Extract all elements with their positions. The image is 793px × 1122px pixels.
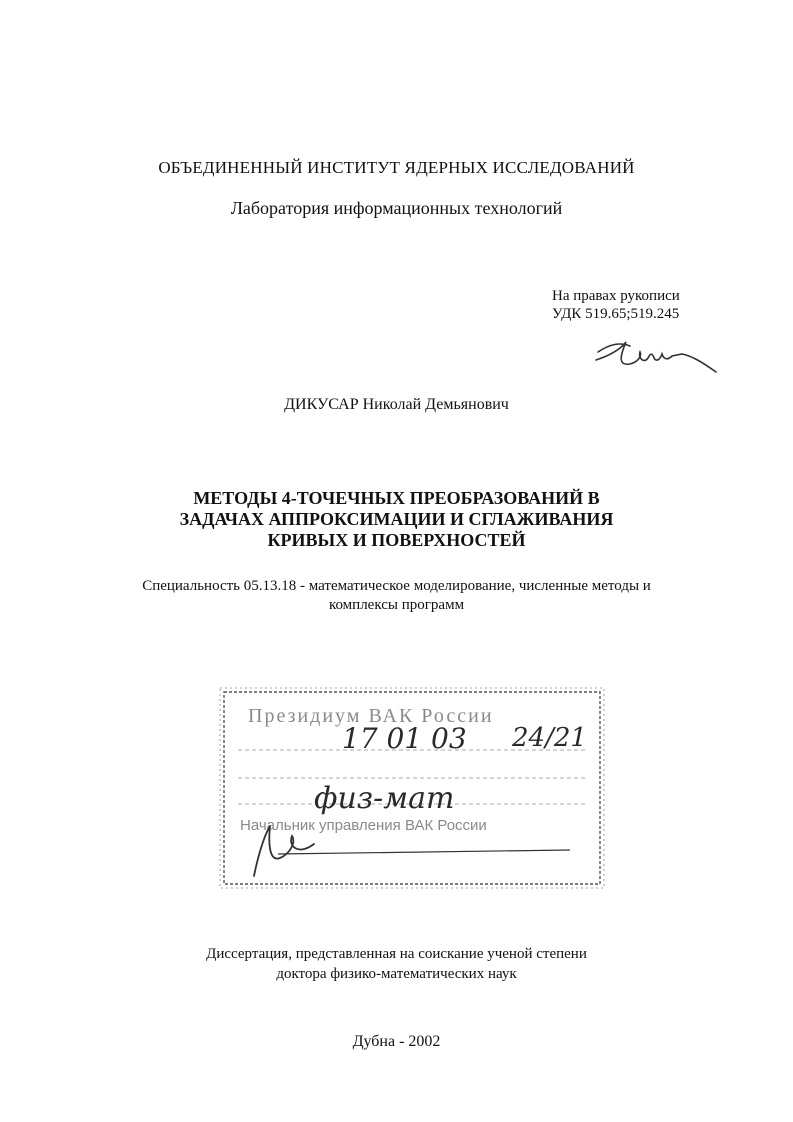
vak-stamp [218,686,606,892]
stamp-printed-line: Президиум ВАК России [248,705,494,727]
manuscript-rights-block [552,287,680,323]
specialty-line: Специальность 05.13.18 - математическое моделирование, численные методы и [142,578,651,594]
thesis-statement-line: Диссертация, представленная на соискание ученой степени [206,946,587,962]
udc-code: УДК 519.65;519.245 [552,306,680,322]
stamp-printed-line: Начальник управления ВАК России [240,817,487,834]
specialty-block [0,577,793,615]
laboratory-name: Лаборатория информационных технологий [230,198,563,218]
thesis-title [0,488,793,551]
thesis-title-line: ЗАДАЧАХ АППРОКСИМАЦИИ И СГЛАЖИВАНИЯ [179,509,614,529]
stamp-handwritten-field: физ-мат [314,781,455,816]
thesis-statement-line: доктора физико-математических наук [276,966,517,982]
stamp-handwritten-date: 17 01 03 [342,722,467,755]
stamp-handwritten-number: 24/21 [512,723,587,753]
thesis-title-line: МЕТОДЫ 4-ТОЧЕЧНЫХ ПРЕОБРАЗОВАНИЙ В [193,488,600,508]
author-name: ДИКУСАР Николай Демьянович [284,396,509,413]
institute-name: ОБЪЕДИНЕННЫЙ ИНСТИТУТ ЯДЕРНЫХ ИССЛЕДОВАНИЙ [158,158,635,177]
thesis-title-line: КРИВЫХ И ПОВЕРХНОСТЕЙ [267,530,526,550]
specialty-line: комплексы программ [328,597,465,613]
author-signature [590,330,720,380]
place-and-year: Дубна - 2002 [352,1033,441,1050]
manuscript-rights-label: На правах рукописи [552,288,680,304]
thesis-statement [0,944,793,984]
